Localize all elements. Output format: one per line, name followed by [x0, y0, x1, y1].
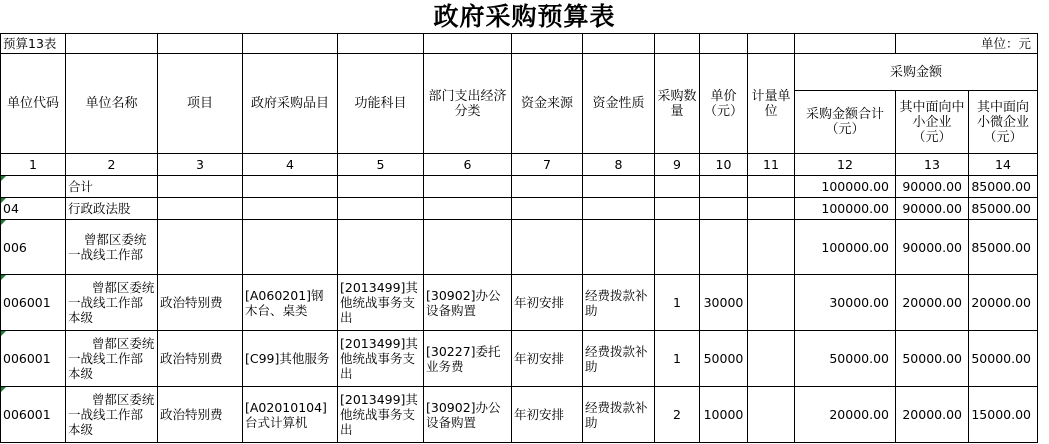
fund-source-cell: 年初安排: [512, 331, 583, 387]
econ-cell: [424, 176, 512, 198]
header-amount-group: 采购金额: [795, 54, 1038, 91]
econ-cell: [30902]办公设备购置: [424, 387, 512, 443]
qty-cell: 1: [655, 275, 700, 331]
column-number: 6: [424, 154, 512, 176]
column-number: 12: [795, 154, 896, 176]
unit-name-cell: 行政政法股: [66, 198, 158, 220]
amount-micro-cell: 85000.00: [969, 198, 1038, 220]
amount-micro-cell: 20000.00: [969, 275, 1038, 331]
column-number: 5: [338, 154, 424, 176]
fund-nature-cell: [583, 176, 655, 198]
column-number: 11: [748, 154, 795, 176]
header-item: 政府采购品目: [243, 54, 338, 154]
qty-cell: [655, 176, 700, 198]
fund-source-cell: 年初安排: [512, 387, 583, 443]
econ-cell: [30902]办公设备购置: [424, 275, 512, 331]
header-fund-nature: 资金性质: [583, 54, 655, 154]
item-cell: [243, 220, 338, 275]
header-uom: 计量单位: [748, 54, 795, 154]
project-cell: 政治特别费: [158, 331, 243, 387]
price-cell: 30000: [700, 275, 748, 331]
page-title: 政府采购预算表: [433, 2, 616, 31]
econ-cell: [424, 198, 512, 220]
unit-code-cell: 006001: [1, 331, 66, 387]
func-cell: [338, 198, 424, 220]
column-number: 9: [655, 154, 700, 176]
header-amount-total: 采购金额合计（元）: [795, 91, 896, 154]
unit-code-cell: 006001: [1, 275, 66, 331]
amount-total-cell: 20000.00: [795, 387, 896, 443]
fund-source-cell: 年初安排: [512, 275, 583, 331]
unit-code-cell: 006001: [1, 387, 66, 443]
price-cell: 10000: [700, 387, 748, 443]
amount-micro-cell: 85000.00: [969, 176, 1038, 198]
unit-name-cell: 曾都区委统一战线工作部本级: [66, 331, 158, 387]
amount-micro-cell: 15000.00: [969, 387, 1038, 443]
func-cell: [338, 220, 424, 275]
unit-label: 单位：元: [896, 34, 1038, 54]
econ-cell: [424, 220, 512, 275]
unit-name-cell: 曾都区委统一战线工作部本级: [66, 387, 158, 443]
unit-name-cell: 曾都区委统一战线工作部本级: [66, 275, 158, 331]
item-cell: [243, 176, 338, 198]
item-cell: [C99]其他服务: [243, 331, 338, 387]
fund-nature-cell: [583, 198, 655, 220]
amount-total-cell: 100000.00: [795, 220, 896, 275]
fund-source-cell: [512, 176, 583, 198]
column-number: 13: [896, 154, 969, 176]
fund-source-cell: [512, 220, 583, 275]
fund-nature-cell: 经费拨款补助: [583, 331, 655, 387]
func-cell: [2013499]其他统战事务支出: [338, 275, 424, 331]
amount-total-cell: 30000.00: [795, 275, 896, 331]
column-number: 14: [969, 154, 1038, 176]
table-row: [1, 331, 1038, 387]
qty-cell: 2: [655, 387, 700, 443]
price-cell: [700, 198, 748, 220]
fund-nature-cell: 经费拨款补助: [583, 275, 655, 331]
amount-sme-cell: 90000.00: [896, 220, 969, 275]
uom-cell: [748, 387, 795, 443]
uom-cell: [748, 176, 795, 198]
amount-sme-cell: 20000.00: [896, 275, 969, 331]
uom-cell: [748, 220, 795, 275]
header-econ: 部门支出经济分类: [424, 54, 512, 154]
func-cell: [2013499]其他统战事务支出: [338, 387, 424, 443]
column-number-row: [1, 154, 1038, 176]
item-cell: [243, 198, 338, 220]
amount-sme-cell: 50000.00: [896, 331, 969, 387]
header-amount-micro: 其中面向小微企业（元）: [969, 91, 1038, 154]
header-func: 功能科目: [338, 54, 424, 154]
amount-total-cell: 100000.00: [795, 198, 896, 220]
amount-sme-cell: 90000.00: [896, 198, 969, 220]
fund-source-cell: [512, 198, 583, 220]
uom-cell: [748, 275, 795, 331]
header-project: 项目: [158, 54, 243, 154]
unit-code-cell: [1, 176, 66, 198]
qty-cell: [655, 198, 700, 220]
amount-micro-cell: 85000.00: [969, 220, 1038, 275]
header-price: 单价（元）: [700, 54, 748, 154]
amount-sme-cell: 20000.00: [896, 387, 969, 443]
func-cell: [2013499]其他统战事务支出: [338, 331, 424, 387]
price-cell: [700, 220, 748, 275]
amount-total-cell: 100000.00: [795, 176, 896, 198]
meta-row: [1, 34, 1038, 54]
unit-code-cell: 04: [1, 198, 66, 220]
table-id-label: 预算13表: [1, 34, 66, 54]
unit-name-cell: 合计: [66, 176, 158, 198]
header-row-1: [1, 54, 1038, 91]
header-fund-source: 资金来源: [512, 54, 583, 154]
project-cell: [158, 198, 243, 220]
project-cell: [158, 176, 243, 198]
project-cell: [158, 220, 243, 275]
price-cell: [700, 176, 748, 198]
amount-total-cell: 50000.00: [795, 331, 896, 387]
func-cell: [338, 176, 424, 198]
table-row: [1, 220, 1038, 275]
item-cell: [A02010104]台式计算机: [243, 387, 338, 443]
column-number: 7: [512, 154, 583, 176]
column-number: 8: [583, 154, 655, 176]
project-cell: 政治特别费: [158, 387, 243, 443]
column-number: 4: [243, 154, 338, 176]
amount-sme-cell: 90000.00: [896, 176, 969, 198]
fund-nature-cell: [583, 220, 655, 275]
column-number: 1: [1, 154, 66, 176]
qty-cell: [655, 220, 700, 275]
column-number: 3: [158, 154, 243, 176]
unit-code-cell: 006: [1, 220, 66, 275]
header-amount-sme: 其中面向中小企业（元）: [896, 91, 969, 154]
unit-name-cell: 曾都区委统一战线工作部: [66, 220, 158, 275]
uom-cell: [748, 198, 795, 220]
table-row: [1, 176, 1038, 198]
project-cell: 政治特别费: [158, 275, 243, 331]
column-number: 2: [66, 154, 158, 176]
table-row: [1, 387, 1038, 443]
econ-cell: [30227]委托业务费: [424, 331, 512, 387]
header-qty: 采购数量: [655, 54, 700, 154]
amount-micro-cell: 50000.00: [969, 331, 1038, 387]
header-unit-code: 单位代码: [1, 54, 66, 154]
qty-cell: 1: [655, 331, 700, 387]
header-unit-name: 单位名称: [66, 54, 158, 154]
budget-table: [0, 33, 1038, 443]
fund-nature-cell: 经费拨款补助: [583, 387, 655, 443]
table-row: [1, 198, 1038, 220]
table-row: [1, 275, 1038, 331]
column-number: 10: [700, 154, 748, 176]
item-cell: [A060201]钢木台、桌类: [243, 275, 338, 331]
uom-cell: [748, 331, 795, 387]
price-cell: 50000: [700, 331, 748, 387]
